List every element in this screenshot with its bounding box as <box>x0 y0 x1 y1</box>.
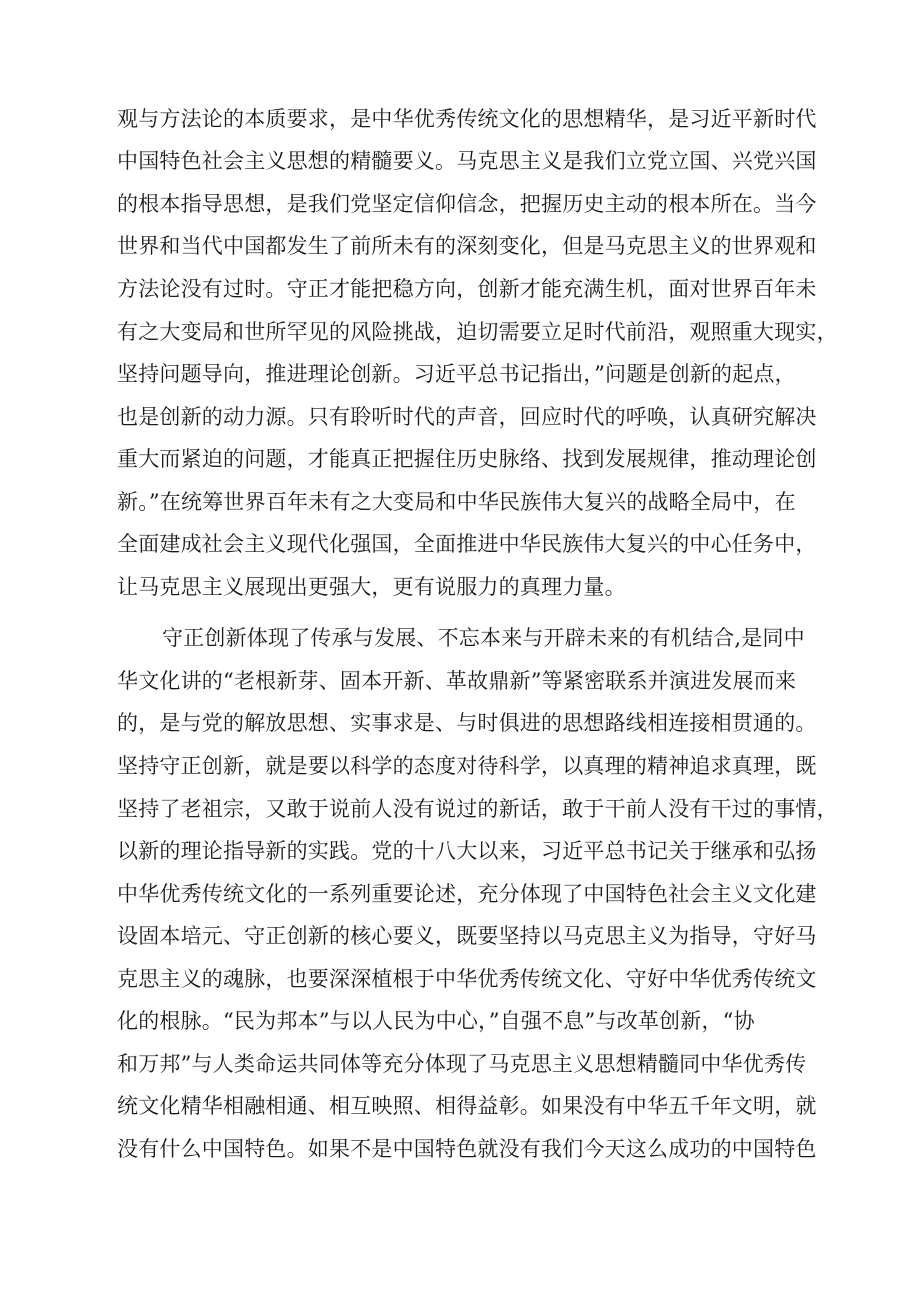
text-line: 的，是与党的解放思想、实事求是、与时俱进的思想路线相连接相贯通的。 <box>117 711 817 735</box>
text-line: 也是创新的动力源。只有聆听时代的声音，回应时代的呼唤，认真研究解决 <box>117 405 817 429</box>
text-line: 有之大变局和世所罕见的风险挑战，迫切需要立足时代前沿，观照重大现实， <box>117 320 838 344</box>
text-line: 以新的理论指导新的实践。党的十八大以来，习近平总书记关于继承和弘扬 <box>117 839 817 863</box>
text-line: 方法论没有过时。守正才能把稳方向，创新才能充满生机，面对世界百年未 <box>117 277 817 301</box>
text-line: 的根本指导思想，是我们党坚定信仰信念，把握历史主动的根本所在。当今 <box>117 192 817 216</box>
text-line: 坚持问题导向，推进理论创新。习近平总书记指出，”问题是创新的起点， <box>117 362 796 386</box>
text-line: 让马克思主义展现出更强大，更有说服力的真理力量。 <box>117 575 626 599</box>
text-line: 中华优秀传统文化的一系列重要论述，充分体现了中国特色社会主义文化建 <box>117 882 817 906</box>
text-line: 化的根脉。“民为邦本”与以人民为中心，”自强不息”与改革创新，“协 <box>117 1009 755 1033</box>
text-line: 全面建成社会主义现代化强国，全面推进中华民族伟大复兴的中心任务中， <box>117 532 817 556</box>
text-line: 统文化精华相融相通、相互映照、相得益彰。如果没有中华五千年文明，就 <box>117 1094 817 1118</box>
text-line: 中国特色社会主义思想的精髓要义。马克思主义是我们立党立国、兴党兴国 <box>117 149 817 173</box>
text-line-indented: 守正创新体现了传承与发展、不忘本来与开辟未来的有机结合,是同中 <box>162 626 805 650</box>
text-line: 坚持了老祖宗，又敢于说前人没有说过的新话，敢于干前人没有干过的事情， <box>117 797 838 821</box>
text-line: 设固本培元、守正创新的核心要义，既要坚持以马克思主义为指导，守好马 <box>117 924 817 948</box>
text-line: 坚持守正创新，就是要以科学的态度对待科学，以真理的精神追求真理，既 <box>117 754 817 778</box>
text-line: 新。”在统筹世界百年未有之大变局和中华民族伟大复兴的战略全局中，在 <box>117 490 796 514</box>
text-line: 没有什么中国特色。如果不是中国特色就没有我们今天这么成功的中国特色 <box>117 1137 817 1161</box>
text-line: 克思主义的魂脉，也要深深植根于中华优秀传统文化、守好中华优秀传统文 <box>117 967 817 991</box>
text-line: 重大而紧迫的问题，才能真正把握住历史脉络、找到发展规律，推动理论创 <box>117 447 817 471</box>
text-line: 观与方法论的本质要求，是中华优秀传统文化的思想精华，是习近平新时代 <box>117 107 817 131</box>
text-line: 华文化讲的“老根新芽、固本开新、革故鼎新”等紧密联系并演进发展而来 <box>117 669 797 693</box>
text-line: 和万邦”与人类命运共同体等充分体现了马克思主义思想精髓同中华优秀传 <box>117 1052 807 1076</box>
text-line: 世界和当代中国都发生了前所未有的深刻变化，但是马克思主义的世界观和 <box>117 234 817 258</box>
